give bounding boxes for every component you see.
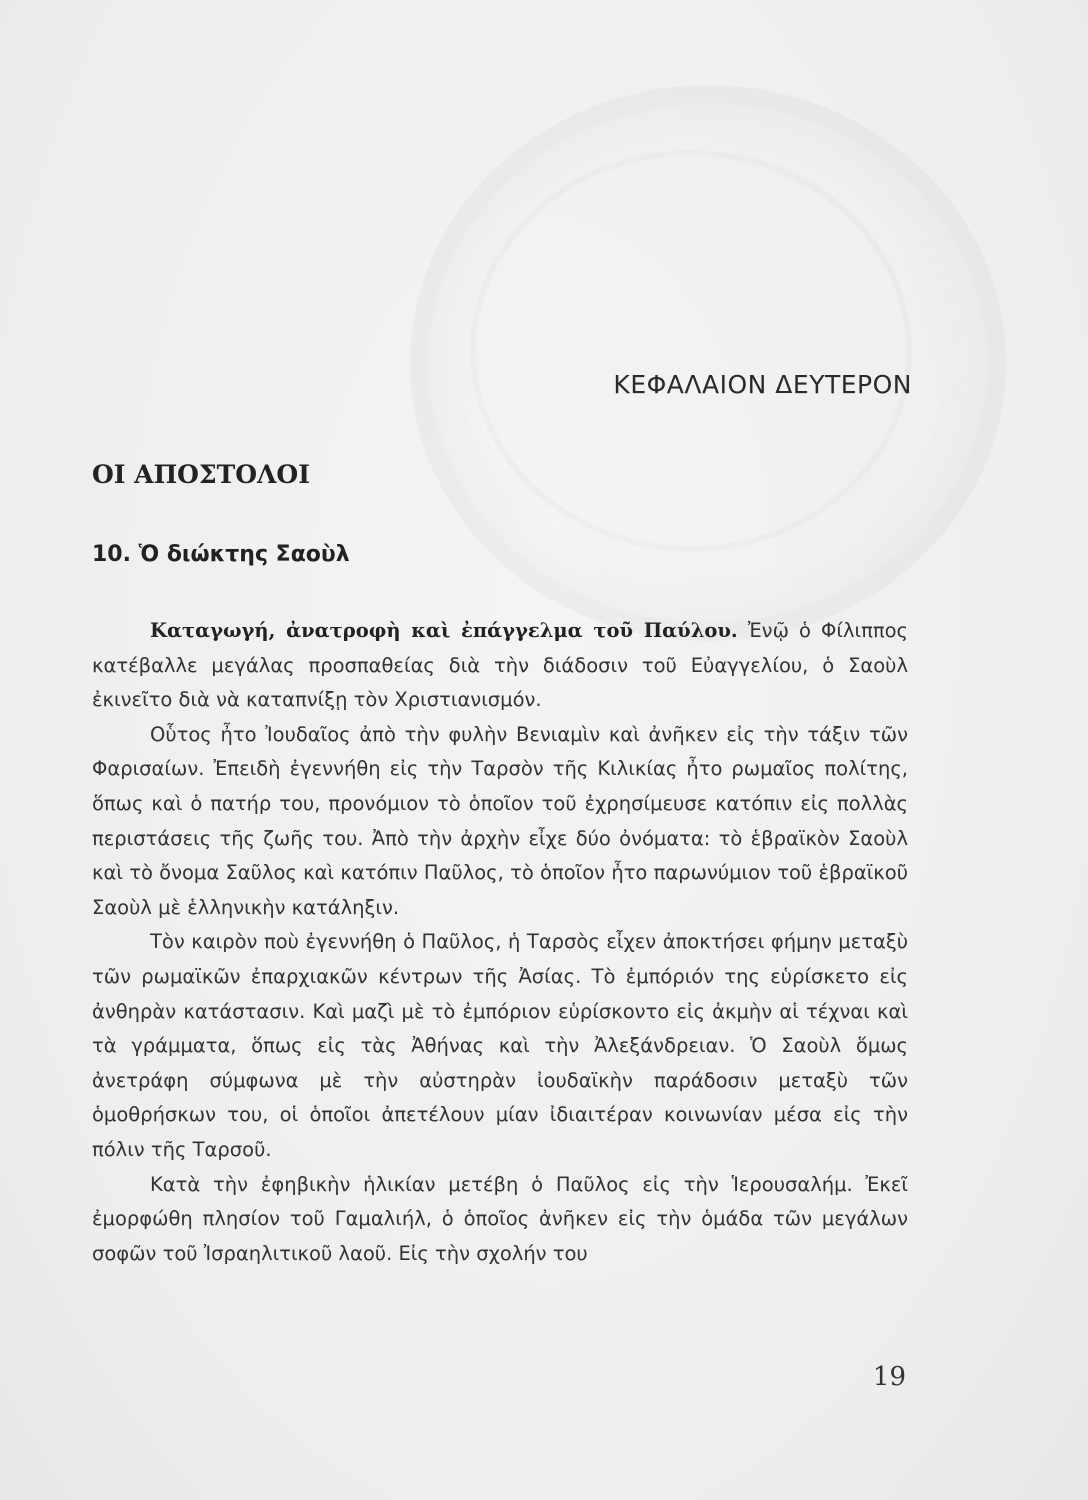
body-text — [92, 614, 908, 1271]
bleed-through-seal-inner — [470, 150, 912, 552]
paragraph — [92, 614, 908, 718]
section-title: 10. Ὁ διώκτης Σαοὺλ — [92, 542, 350, 567]
part-title: ΟΙ ΑΠΟΣΤΟΛΟΙ — [92, 460, 310, 489]
paragraph-text: Ἐνῷ ὁ Φίλιππος κατέβαλλε μεγάλας προσπαθείας διὰ τὴν διάδοσιν τοῦ Εὐαγγελίου, ὁ Σαοὺλ ἐκινεῖτο διὰ νὰ καταπνίξῃ τὸν Χριστιανισμόν. — [92, 619, 909, 712]
paragraph — [92, 1168, 908, 1272]
paragraph — [92, 718, 908, 926]
paragraph-text: Κατὰ τὴν ἐφηβικὴν ἡλικίαν μετέβη ὁ Παῦλος εἰς τὴν Ἱερουσαλήμ. Ἐκεῖ ἐμορφώθη πλησίον τοῦ Γαμαλιήλ, ὁ ὁποῖος ἀνῆκεν εἰς τὴν ὁμάδα τῶν μεγάλων σοφῶν τοῦ Ἰσραηλιτικοῦ λαοῦ. Εἰς τὴν σχολήν του — [92, 1172, 908, 1265]
paragraph-text: Οὗτος ἦτο Ἰουδαῖος ἀπὸ τὴν φυλὴν Βενιαμὶν καὶ ἀνῆκεν εἰς τὴν τάξιν τῶν Φαρισαίων. Ἐπειδὴ ἐγεννήθη εἰς τὴν Ταρσὸν τῆς Κιλικίας ἦτο ρωμαῖος πολίτης, ὅπως καὶ ὁ πατήρ του, προνόμιον τὸ ὁποῖον τοῦ ἐχρησίμευσε κατόπιν εἰς πολλὰς περιστάσεις τῆς ζωῆς του. Ἀπὸ τὴν ἀρχὴν εἶχε δύο ὀνόματα: τὸ ἑβραϊκὸν Σαοὺλ καὶ τὸ ὄνομα Σαῦλος καὶ κατόπιν Παῦλος, τὸ ὁποῖον ἦτο παρωνύμιον τοῦ ἑβραϊκοῦ Σαοὺλ μὲ ἑλληνικὴν κατάληξιν. — [92, 722, 908, 919]
paragraph — [92, 925, 908, 1167]
paragraph-text: Τὸν καιρὸν ποὺ ἐγεννήθη ὁ Παῦλος, ἡ Ταρσὸς εἶχεν ἀποκτήσει φήμην μεταξὺ τῶν ρωμαϊκῶν ἐπαρχιακῶν κέντρων τῆς Ἀσίας. Τὸ ἐμπόριόν της εὑρίσκετο εἰς ἀνθηρὰν κατάστασιν. Καὶ μαζὶ μὲ τὸ ἐμπόριον εὑρίσκοντο εἰς ἀκμὴν αἱ τέχναι καὶ τὰ γράμματα, ὅπως εἰς τὰς Ἀθήνας καὶ τὴν Ἀλεξάνδρειαν. Ὁ Σαοὺλ ὅμως ἀνετράφη σύμφωνα μὲ τὴν αὐστηρὰν ἰουδαϊκὴν παράδοσιν μεταξὺ τῶν ὁμοθρήσκων του, οἱ ὁποῖοι ἀπετέλουν μίαν ἰδιαιτέραν κοινωνίαν μέσα εἰς τὴν πόλιν τῆς Ταρσοῦ. — [92, 930, 908, 1161]
paragraph-lead: Καταγωγή, ἀνατροφὴ καὶ ἐπάγγελμα τοῦ Παύλου. — [150, 619, 738, 642]
chapter-heading: ΚΕΦΑΛΑΙΟΝ ΔΕΥΤΕΡΟΝ — [613, 370, 912, 399]
page-number: 19 — [872, 1362, 906, 1392]
